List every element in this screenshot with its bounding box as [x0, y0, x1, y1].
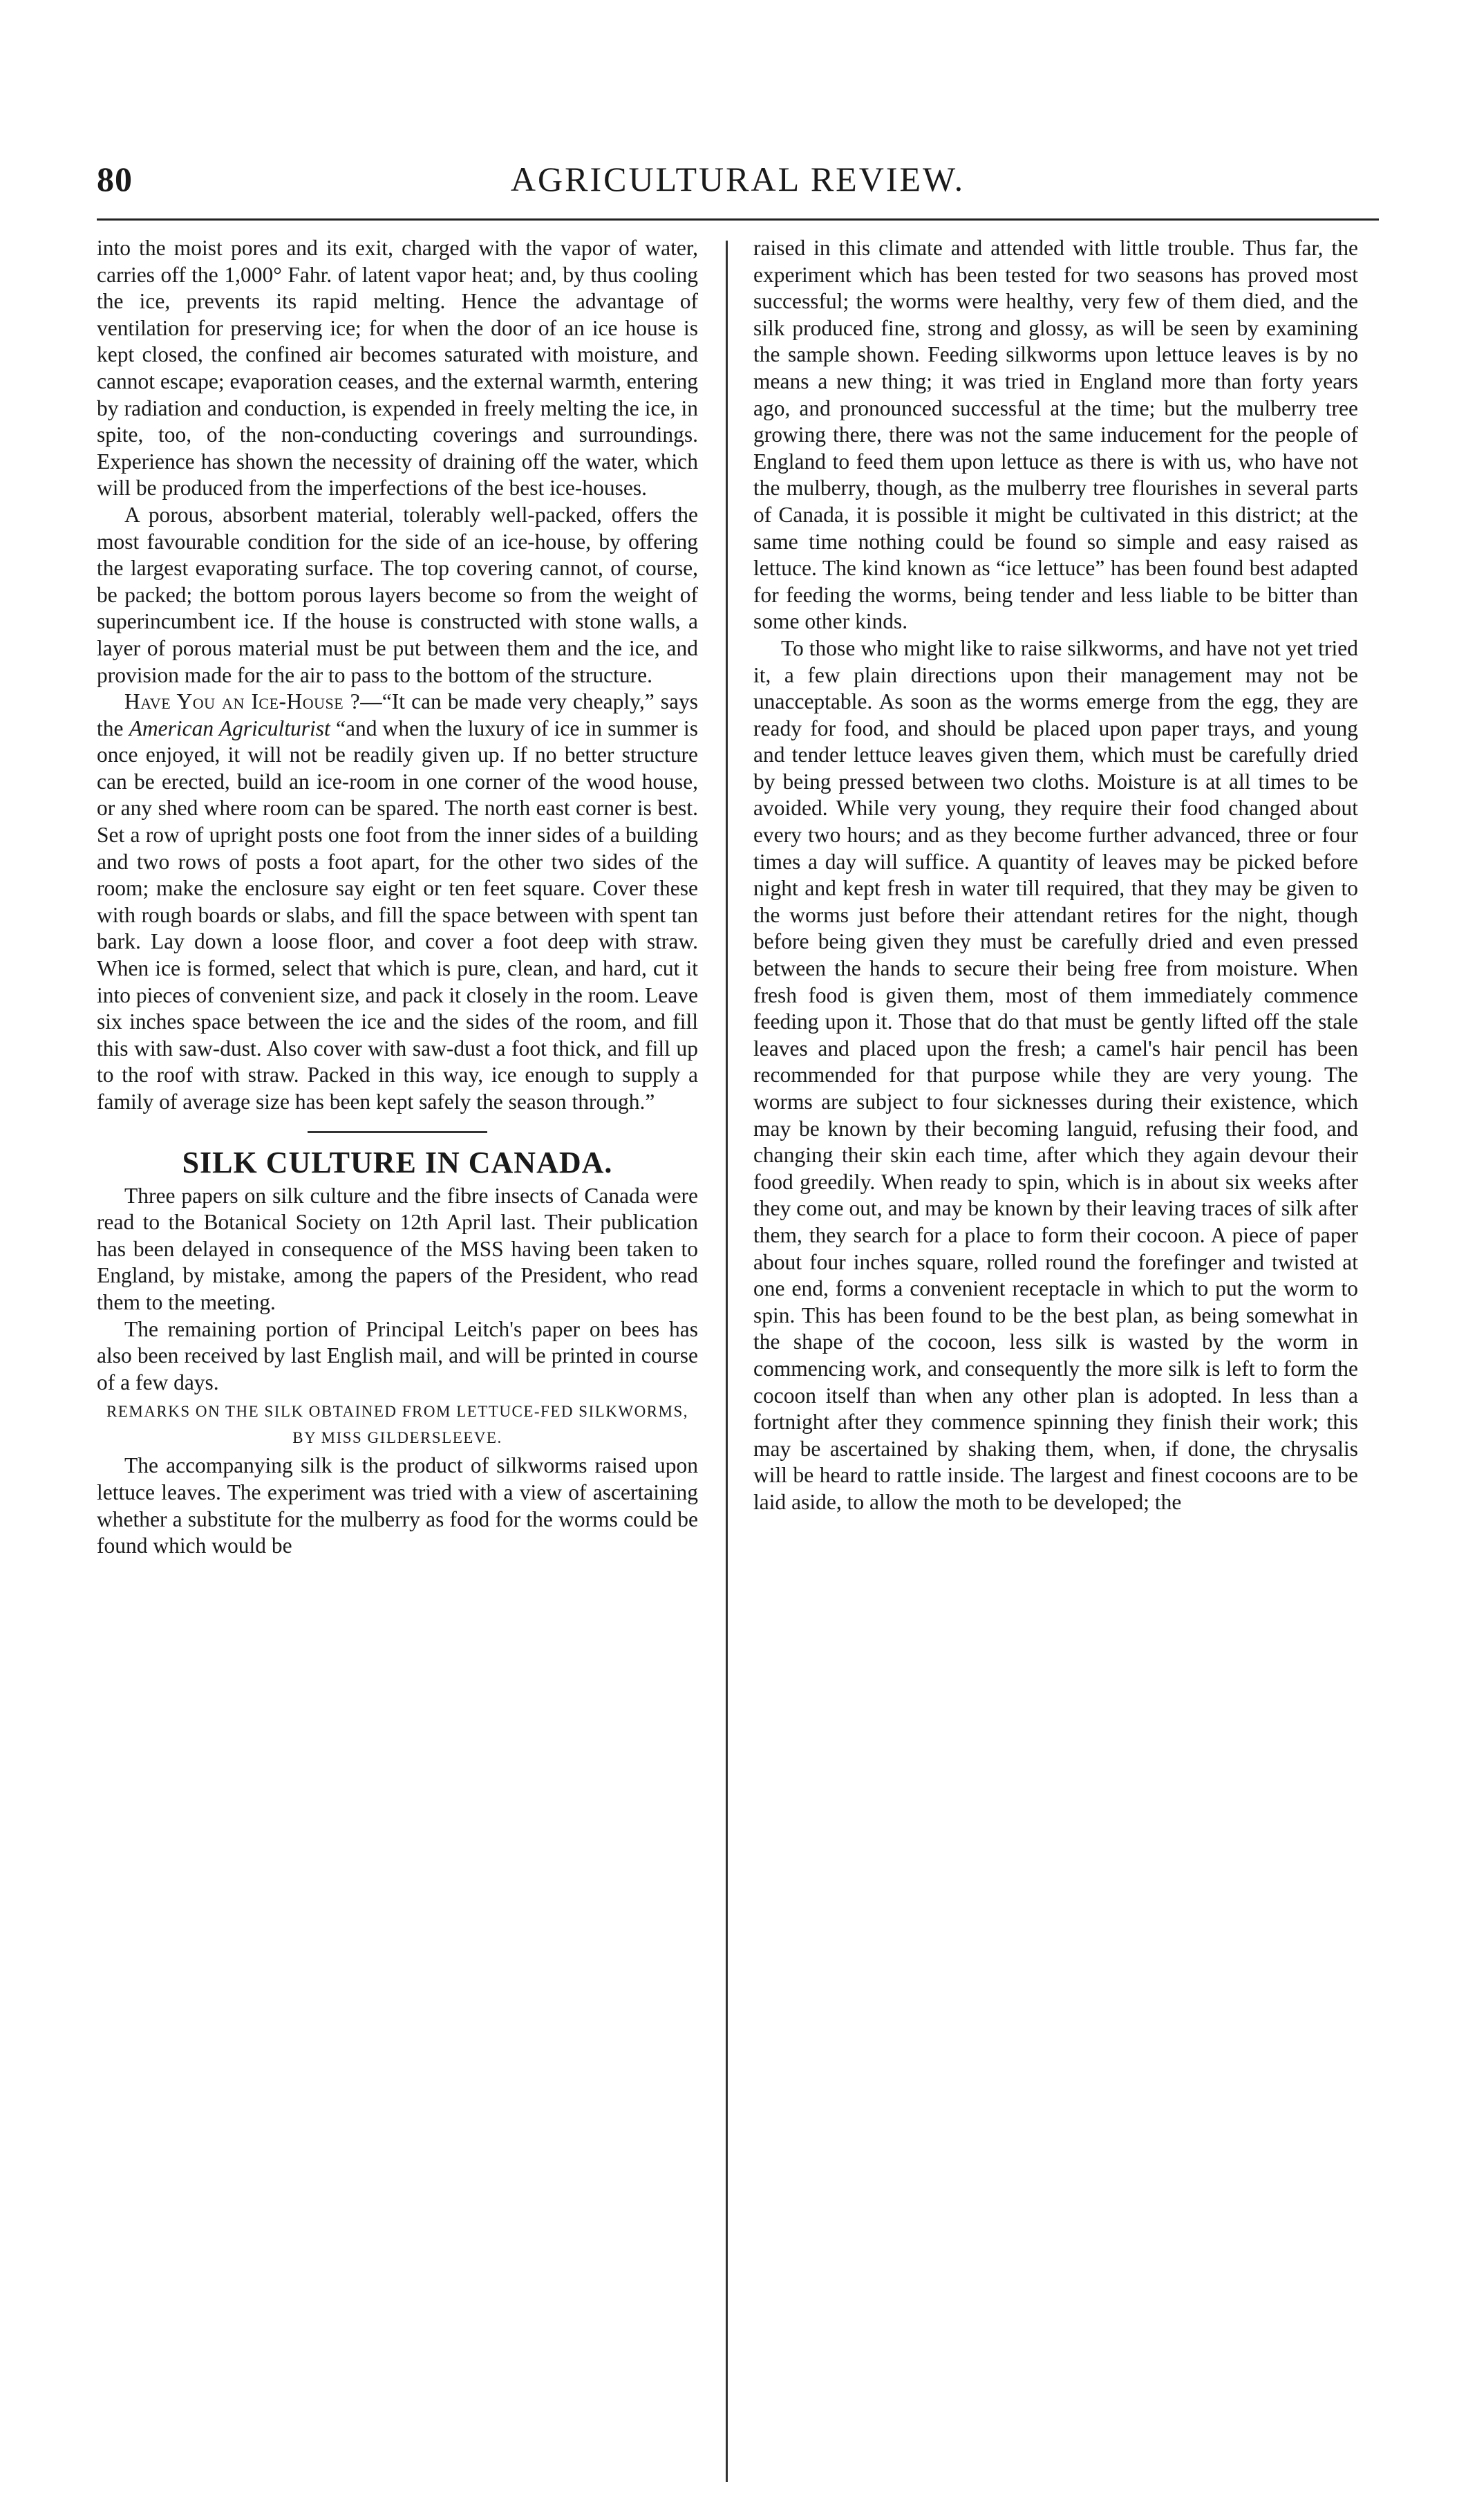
page-header: [97, 159, 1379, 207]
paragraph: The remaining portion of Principal Leitch's paper on bees has also been received by last English mail, and will be printed in course of a few days.: [97, 1316, 698, 1394]
section-divider: [308, 1131, 487, 1133]
right-column: [753, 235, 1358, 1516]
paragraph: Three papers on silk culture and the fibre insects of Canada were read to the Botanical Society on 12th April last. Their publication has been delayed in consequence of the MSS having been taken to England, by mistake, among the papers of the President, who read them to the meeting.: [97, 1183, 698, 1314]
page-number: 80: [97, 160, 133, 198]
paragraph: [97, 689, 698, 1116]
subheading: REMARKS ON THE SILK OBTAINED FROM LETTUCE-FED SILKWORMS, BY MISS GILDERSLEEVE.: [106, 1403, 689, 1447]
paragraph: To those who might like to raise silkworms, and have not yet tried it, a few plain directions upon their management may not be unacceptable. As soon as the worms emerge from the egg, they are ready for food, and should be placed upon paper trays, and young and tender lettuce leaves given them, which must be carefully dried by being pressed between two cloths. Moisture is at all times to be avoided. While very young, they require their food changed about every two hours; and as they become further advanced, three or four times a day will suffice. A quantity of leaves may be picked before night and kept fresh in water till required, that they may be given to the worms just before their attendant retires for the night, though before being given they must be carefully dried and even pressed between the hands to secure their being free from moisture. When fresh food is given them, most of them immediately commence feeding upon it. Those that do that must be gently lifted off the stale leaves and placed upon the fresh; a camel's hair pencil has been recommended for that purpose while they are very young. The worms are subject to four sicknesses during their existence, which may be known by their becoming languid, refusing their food, and changing their skin each time, after which they again devour their food greedily. When ready to spin, which is in about six weeks after they come out, and may be known by their leaving traces of silk after them, they search for a place to form their cocoon. A piece of paper about four inches square, rolled round the forefinger and twisted at one end, forms a convenient receptacle in which to put the worm to spin. This has been found to be the best plan, as being somewhat in the shape of the cocoon, less silk is wasted by the worm in commencing work, and consequently the more silk is left to form the cocoon itself than when any other plan is adopted. In less than a fortnight after they commence spinning they finish their work; this may be ascertained by shaking them, when, if done, the chrysalis will be heard to rattle inside. The largest and finest cocoons are to be laid aside, to allow the moth to be developed; the: [753, 635, 1358, 1514]
article-columns: [97, 235, 1379, 2496]
page: [97, 159, 1379, 2496]
paragraph: A porous, absorbent material, tolerably well-packed, offers the most favourable condition for the side of an ice-house, by offering the largest evaporating surface. The top covering cannot, of course, be packed; the bottom porous layers become so from the weight of superincumbent ice. If the house is constructed with stone walls, a layer of porous material must be put between them and the ice, and provision made for the air to pass to the bottom of the structure.: [97, 502, 698, 687]
paragraph-text: —“It can be made very cheaply,” says the: [97, 689, 699, 740]
paragraph: into the moist pores and its exit, charged with the vapor of water, carries off the 1,000° Fahr. of latent vapor heat; and, by thus cooling the ice, prevents its rapid melting. Hence the advantage of ventilation for preserving ice; for when the door of an ice house is kept closed, the confined air becomes saturated with moisture, and cannot escape; evaporation ceases, and the external warmth, entering by radiation and conduction, is expended in freely melting the ice, in spite, too, of the non-conducting coverings and surroundings. Experience has shown the necessity of draining off the water, which will be produced from the imperfections of the best ice-houses.: [97, 236, 698, 501]
header-rule: [97, 218, 1379, 221]
section-heading: SILK CULTURE IN CANADA.: [182, 1145, 613, 1179]
paragraph: The accompanying silk is the product of silkworms raised upon lettuce leaves. The experiment was tried with a view of ascertaining whether a substitute for the mulberry as food for the worms could be found which would be: [97, 1453, 698, 1558]
paragraph-text: “and when the luxury of ice in summer is once enjoyed, it will not be readily given up. If no better structure can be erected, build an ice-room in one corner of the wood house, or any shed where room can be spared. The north east corner is best. Set a row of upright posts one foot from the inner sides of a building and two rows of posts a foot apart, for the other two sides of the room; make the enclosure say eight or ten feet square. Cover these with rough boards or slabs, and fill the space between with spent tan bark. Lay down a loose floor, and cover a foot deep with straw. When ice is formed, select that which is pure, clean, and hard, cut it into pieces of convenient size, and pack it closely in the room. Leave six inches space between the ice and the sides of the room, and fill this with saw-dust. Also cover with saw-dust a foot thick, and fill up to the roof with straw. Packed in this way, ice enough to supply a family of average size has been kept safely the season through.”: [97, 716, 698, 1114]
left-column: [97, 235, 698, 1560]
paragraph: raised in this climate and attended with little trouble. Thus far, the experiment which has been tested for two seasons has proved most successful; the worms were healthy, very few of them died, and the silk produced fine, strong and glossy, as will be seen by examining the sample shown. Feeding silkworms upon lettuce leaves is by no means a new thing; it was tried in England more than forty years ago, and pronounced successful at the time; but the mulberry tree growing there, there was not the same inducement for the people of England to feed them upon lettuce as there is with us, who have not the mulberry, though, as the mulberry tree flourishes in several parts of Canada, it is possible it might be cultivated in this district; at the same time nothing could be found so simple and easy raised as lettuce. The kind known as “ice lettuce” has been found best adapted for feeding the worms, being tender and less liable to be bitter than some other kinds.: [753, 236, 1358, 634]
column-divider: [726, 241, 728, 2482]
source-title: American Agriculturist: [129, 716, 330, 740]
running-title: AGRICULTURAL REVIEW.: [510, 160, 966, 198]
run-in-heading: Have You an Ice-House ?: [124, 689, 361, 714]
